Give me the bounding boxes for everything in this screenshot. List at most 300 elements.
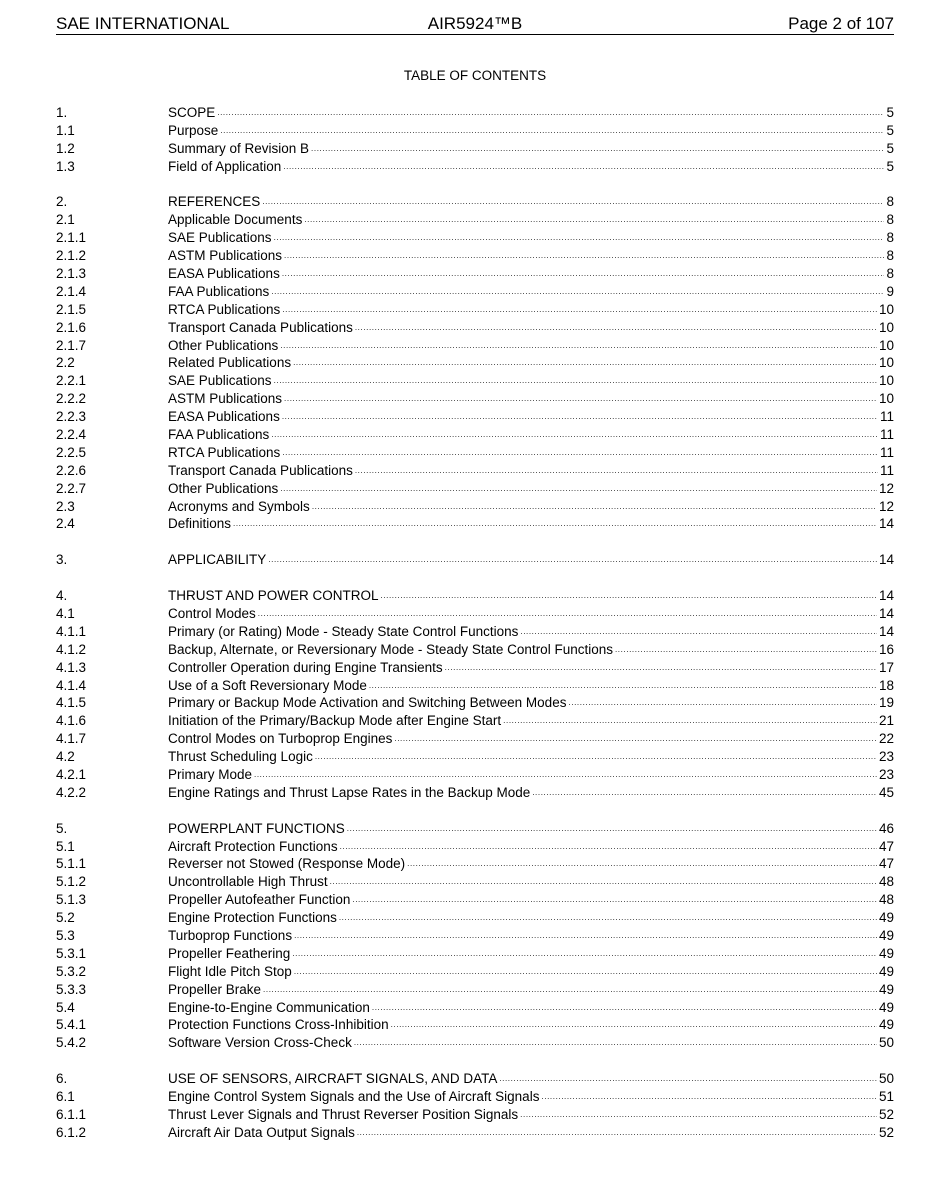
toc-entry-number: 2.1.1 (56, 230, 87, 246)
toc-entry-title: Summary of Revision B (168, 140, 310, 156)
toc-entry[interactable] (56, 659, 894, 677)
toc-entry[interactable] (56, 641, 894, 659)
toc-entry[interactable] (56, 390, 894, 408)
dot-leader (354, 1034, 877, 1052)
toc-entry-page: 49 (878, 999, 894, 1015)
toc-entry-line (168, 1016, 894, 1034)
dot-leader (369, 677, 877, 695)
dot-leader (293, 354, 877, 372)
toc-entry-page: 12 (878, 480, 894, 496)
dot-leader (271, 283, 884, 301)
toc-entry-page: 12 (878, 498, 894, 514)
toc-entry-number: 2. (56, 194, 68, 210)
toc-entry[interactable] (56, 623, 894, 641)
toc-entry-line (168, 838, 894, 856)
toc-entry[interactable] (56, 193, 894, 211)
toc-entry-title: Use of a Soft Reversionary Mode (168, 677, 367, 693)
toc-entry[interactable] (56, 1034, 894, 1052)
toc-entry[interactable] (56, 301, 894, 319)
toc-entry-number: 2.1.7 (56, 337, 87, 353)
toc-entry-title: REFERENCES (168, 194, 261, 210)
toc-entry[interactable] (56, 408, 894, 426)
dot-leader (315, 748, 877, 766)
toc-entry-title: Acronyms and Symbols (168, 498, 310, 514)
toc-entry[interactable] (56, 319, 894, 337)
toc-entry[interactable] (56, 1088, 894, 1106)
toc-entry-number: 5.1.1 (56, 856, 87, 872)
dot-leader (445, 659, 877, 677)
toc-entry-number: 4.1.1 (56, 623, 87, 639)
toc-entry-title: Reverser not Stowed (Response Mode) (168, 856, 406, 872)
toc-entry-line (168, 1070, 894, 1088)
toc-entry-title: Applicable Documents (168, 212, 303, 228)
toc-entry-line (168, 408, 894, 426)
toc-entry-page: 11 (879, 409, 894, 425)
toc-entry[interactable] (56, 372, 894, 390)
toc-entry[interactable] (56, 766, 894, 784)
toc-entry-page: 50 (878, 1035, 894, 1051)
toc-entry-number: 2.1 (56, 212, 75, 228)
toc-entry-number: 2.1.4 (56, 283, 87, 299)
toc-entry[interactable] (56, 605, 894, 623)
toc-entry[interactable] (56, 730, 894, 748)
dot-leader (220, 122, 884, 140)
dot-leader (312, 498, 877, 516)
toc-entry[interactable] (56, 855, 894, 873)
toc-entry-number: 5.3 (56, 927, 75, 943)
toc-entry-title: Propeller Brake (168, 981, 262, 997)
toc-entry-line (168, 193, 894, 211)
toc-entry-title: USE OF SENSORS, AIRCRAFT SIGNALS, AND DATA (168, 1071, 498, 1087)
toc-entry-line (168, 247, 894, 265)
toc-entry-title: Control Modes on Turboprop Engines (168, 731, 393, 747)
dot-leader (294, 963, 877, 981)
toc-entry[interactable] (56, 838, 894, 856)
dot-leader (280, 337, 877, 355)
toc-entry-title: EASA Publications (168, 409, 280, 425)
dot-leader (304, 211, 884, 229)
dot-leader (292, 945, 877, 963)
toc-entry-title: SAE Publications (168, 230, 272, 246)
toc-entry-page: 49 (878, 963, 894, 979)
toc-entry-line (168, 301, 894, 319)
dot-leader (283, 158, 884, 176)
toc-entry[interactable] (56, 498, 894, 516)
toc-entry-number: 2.2 (56, 355, 75, 371)
toc-entry-page: 52 (878, 1106, 894, 1122)
toc-entry[interactable] (56, 748, 894, 766)
toc-entry-line (168, 480, 894, 498)
toc-entry-page: 45 (878, 784, 894, 800)
toc-entry-line (168, 1124, 894, 1142)
toc-entry[interactable] (56, 515, 894, 533)
toc-entry-page: 17 (878, 659, 894, 675)
toc-entry-number: 4.1.7 (56, 731, 87, 747)
toc-entry[interactable] (56, 945, 894, 963)
dot-leader (355, 319, 877, 337)
toc-entry-page: 52 (878, 1124, 894, 1140)
toc-entry-title: Uncontrollable High Thrust (168, 874, 328, 890)
dot-leader (520, 1106, 877, 1124)
toc-entry-number: 4.1.6 (56, 713, 87, 729)
toc-entry[interactable] (56, 104, 894, 122)
toc-entry-title: RTCA Publications (168, 301, 281, 317)
table-of-contents (56, 104, 894, 1142)
dot-leader (282, 265, 885, 283)
toc-entry-page: 8 (886, 230, 894, 246)
toc-entry-number: 4.2.1 (56, 766, 87, 782)
toc-entry-number: 2.1.6 (56, 319, 87, 335)
toc-entry-title: Controller Operation during Engine Transients (168, 659, 443, 675)
toc-entry-page: 14 (878, 588, 894, 604)
toc-entry-line (168, 677, 894, 695)
toc-entry-number: 4.2 (56, 749, 75, 765)
toc-entry-title: Transport Canada Publications (168, 319, 353, 335)
toc-entry-line (168, 659, 894, 677)
toc-entry-number: 4. (56, 588, 68, 604)
toc-entry-line (168, 498, 894, 516)
dot-leader (282, 408, 878, 426)
toc-entry-number: 2.2.7 (56, 480, 87, 496)
toc-entry-number: 2.2.5 (56, 444, 87, 460)
toc-entry-line (168, 730, 894, 748)
toc-entry-title: Other Publications (168, 480, 279, 496)
toc-entry-page: 8 (886, 212, 894, 228)
dot-leader (532, 784, 877, 802)
toc-entry-line (168, 104, 894, 122)
toc-entry-number: 5.3.3 (56, 981, 87, 997)
toc-entry-page: 10 (878, 391, 894, 407)
toc-entry-title: SCOPE (168, 105, 216, 120)
toc-entry-page: 46 (878, 820, 894, 836)
dot-leader (263, 981, 877, 999)
toc-entry-title: Turboprop Functions (168, 927, 293, 943)
dot-leader (217, 104, 884, 122)
toc-entry-number: 5.3.2 (56, 963, 87, 979)
toc-entry-page: 11 (879, 462, 894, 478)
toc-entry-line (168, 855, 894, 873)
toc-entry-page: 22 (878, 731, 894, 747)
toc-entry-number: 4.1.3 (56, 659, 87, 675)
toc-entry-title: Software Version Cross-Check (168, 1035, 352, 1051)
toc-entry[interactable] (56, 999, 894, 1017)
toc-entry-number: 3. (56, 552, 68, 568)
dot-leader (520, 623, 877, 641)
toc-entry[interactable] (56, 480, 894, 498)
toc-entry-number: 2.2.2 (56, 391, 87, 407)
toc-entry-title: SAE Publications (168, 373, 272, 389)
toc-entry[interactable] (56, 909, 894, 927)
dot-leader (280, 480, 877, 498)
toc-entry-line (168, 551, 894, 569)
toc-entry-number: 4.1.2 (56, 641, 87, 657)
toc-entry-title: EASA Publications (168, 266, 280, 282)
toc-entry-number: 1.3 (56, 158, 75, 174)
toc-entry-number: 2.2.6 (56, 462, 87, 478)
toc-entry-title: ASTM Publications (168, 248, 283, 264)
toc-entry[interactable] (56, 265, 894, 283)
toc-entry-title: Primary or Backup Mode Activation and Switching Between Modes (168, 695, 567, 711)
page-header (56, 13, 894, 35)
toc-entry-title: Other Publications (168, 337, 279, 353)
toc-entry-title: ASTM Publications (168, 391, 283, 407)
toc-entry-title: Definitions (168, 516, 232, 532)
toc-entry-page: 49 (878, 981, 894, 997)
toc-entry-line (168, 122, 894, 140)
toc-entry-page: 48 (878, 874, 894, 890)
dot-leader (268, 551, 877, 569)
toc-entry-line (168, 390, 894, 408)
toc-entry-line (168, 891, 894, 909)
toc-entry[interactable] (56, 927, 894, 945)
dot-leader (330, 873, 877, 891)
toc-entry-title: Aircraft Air Data Output Signals (168, 1124, 355, 1140)
toc-entry-number: 1.1 (56, 122, 75, 138)
toc-entry-line (168, 372, 894, 390)
toc-entry-title: THRUST AND POWER CONTROL (168, 588, 379, 604)
toc-entry[interactable] (56, 122, 894, 140)
toc-entry-page: 51 (878, 1088, 894, 1104)
toc-entry-line (168, 265, 894, 283)
toc-entry-number: 4.1 (56, 605, 75, 621)
toc-entry-title: Control Modes (168, 605, 256, 621)
toc-entry-page: 14 (878, 605, 894, 621)
toc-entry-page: 11 (879, 444, 894, 460)
dot-leader (284, 390, 877, 408)
toc-entry-line (168, 873, 894, 891)
toc-entry-title: Thrust Lever Signals and Thrust Reverser Position Signals (168, 1106, 519, 1122)
dot-leader (503, 712, 877, 730)
dot-leader (541, 1088, 877, 1106)
toc-entry-page: 10 (878, 301, 894, 317)
toc-entry-number: 4.1.4 (56, 677, 87, 693)
toc-entry-line (168, 587, 894, 605)
toc-entry-line (168, 748, 894, 766)
toc-entry-number: 2.2.4 (56, 427, 87, 443)
toc-entry[interactable] (56, 981, 894, 999)
toc-entry-title: Engine Ratings and Thrust Lapse Rates in the Backup Mode (168, 784, 531, 800)
toc-entry[interactable] (56, 694, 894, 712)
toc-entry-title: Protection Functions Cross-Inhibition (168, 1017, 389, 1033)
toc-entry-page: 5 (886, 122, 894, 138)
toc-entry-line (168, 337, 894, 355)
dot-leader (294, 927, 877, 945)
toc-entry[interactable] (56, 820, 894, 838)
toc-entry-page: 8 (886, 194, 894, 210)
dot-leader (568, 694, 877, 712)
toc-entry-title: Engine Control System Signals and the Use of Aircraft Signals (168, 1088, 540, 1104)
toc-entry-line (168, 820, 894, 838)
toc-entry-number: 5.3.1 (56, 945, 87, 961)
toc-entry-number: 4.2.2 (56, 784, 87, 800)
toc-entry[interactable] (56, 784, 894, 802)
toc-entry[interactable] (56, 354, 894, 372)
toc-entry-line (168, 1088, 894, 1106)
dot-leader (282, 301, 877, 319)
toc-entry-title: APPLICABILITY (168, 552, 267, 568)
toc-entry-title: RTCA Publications (168, 444, 281, 460)
toc-entry[interactable] (56, 211, 894, 229)
toc-entry-line (168, 158, 894, 176)
toc-entry[interactable] (56, 337, 894, 355)
toc-entry-number: 5.4.1 (56, 1017, 87, 1033)
toc-entry-title: Propeller Autofeather Function (168, 892, 351, 908)
toc-entry-page: 8 (886, 248, 894, 264)
toc-entry-page: 8 (886, 266, 894, 282)
dot-leader (258, 605, 877, 623)
toc-entry-line (168, 999, 894, 1017)
toc-entry-page: 11 (879, 427, 894, 443)
toc-entry-title: Primary Mode (168, 766, 253, 782)
toc-entry-number: 1.2 (56, 140, 75, 156)
toc-entry-number: 6. (56, 1071, 68, 1087)
toc-entry-title: Propeller Feathering (168, 945, 291, 961)
toc-entry-page: 50 (878, 1071, 894, 1087)
toc-entry-page: 10 (878, 337, 894, 353)
toc-entry-number: 5.1 (56, 838, 75, 854)
toc-entry[interactable] (56, 587, 894, 605)
toc-entry-page: 9 (886, 283, 894, 299)
toc-entry-page: 47 (878, 838, 894, 854)
toc-entry-number: 5.4 (56, 999, 75, 1015)
toc-entry-number: 2.2.3 (56, 409, 87, 425)
toc-entry-line (168, 283, 894, 301)
toc-entry-number: 1. (56, 105, 68, 120)
dot-leader (352, 891, 877, 909)
toc-entry-line (168, 140, 894, 158)
toc-entry-line (168, 927, 894, 945)
toc-entry-page: 48 (878, 892, 894, 908)
toc-entry-page: 10 (878, 373, 894, 389)
toc-entry-line (168, 981, 894, 999)
toc-entry-title: POWERPLANT FUNCTIONS (168, 820, 345, 836)
toc-entry-page: 19 (878, 695, 894, 711)
toc-entry[interactable] (56, 283, 894, 301)
toc-entry-number: 2.3 (56, 498, 75, 514)
toc-entry-line (168, 605, 894, 623)
header-organization: SAE INTERNATIONAL (56, 14, 230, 33)
dot-leader (381, 587, 877, 605)
dot-leader (499, 1070, 877, 1088)
toc-entry[interactable] (56, 140, 894, 158)
toc-entry-number: 4.1.5 (56, 695, 87, 711)
toc-entry-page: 49 (878, 945, 894, 961)
toc-entry[interactable] (56, 1016, 894, 1034)
toc-entry[interactable] (56, 444, 894, 462)
toc-entry-title: Backup, Alternate, or Reversionary Mode - Steady State Control Functions (168, 641, 613, 657)
toc-entry-line (168, 354, 894, 372)
toc-entry[interactable] (56, 158, 894, 176)
toc-entry-line (168, 319, 894, 337)
toc-entry-number: 5.1.2 (56, 874, 87, 890)
toc-entry-title: Engine-to-Engine Communication (168, 999, 370, 1015)
dot-leader (347, 820, 877, 838)
toc-entry[interactable] (56, 229, 894, 247)
toc-entry[interactable] (56, 712, 894, 730)
toc-entry-line (168, 712, 894, 730)
toc-entry[interactable] (56, 1070, 894, 1088)
toc-entry-number: 6.1.2 (56, 1124, 87, 1140)
toc-entry-title: Related Publications (168, 355, 292, 371)
toc-entry-page: 10 (878, 319, 894, 335)
header-document-id: AIR5924™B (427, 14, 523, 33)
toc-entry[interactable] (56, 891, 894, 909)
toc-entry-number: 2.1.2 (56, 248, 87, 264)
toc-heading: TABLE OF CONTENTS (403, 68, 547, 83)
dot-leader (254, 766, 877, 784)
toc-entry-page: 5 (886, 140, 894, 156)
toc-entry-page: 16 (878, 641, 894, 657)
toc-entry-number: 2.1.3 (56, 266, 87, 282)
dot-leader (274, 229, 885, 247)
toc-entry-page: 21 (878, 713, 894, 729)
toc-entry-title: Transport Canada Publications (168, 462, 353, 478)
toc-entry[interactable] (56, 462, 894, 480)
toc-entry-page: 5 (886, 158, 894, 174)
toc-entry-title: Flight Idle Pitch Stop (168, 963, 292, 979)
toc-entry[interactable] (56, 1124, 894, 1142)
dot-leader (284, 247, 884, 265)
dot-leader (282, 444, 878, 462)
toc-entry-line (168, 784, 894, 802)
toc-entry-line (168, 641, 894, 659)
toc-entry-line (168, 909, 894, 927)
toc-entry-line (168, 766, 894, 784)
toc-entry-line (168, 1106, 894, 1124)
toc-entry-page: 10 (878, 355, 894, 371)
toc-entry-number: 2.2.1 (56, 373, 87, 389)
toc-entry-page: 14 (878, 516, 894, 532)
dot-leader (357, 1124, 877, 1142)
toc-entry-page: 5 (886, 105, 894, 120)
toc-entry-page: 47 (878, 856, 894, 872)
toc-entry[interactable] (56, 677, 894, 695)
dot-leader (391, 1016, 877, 1034)
toc-entry-title: Primary (or Rating) Mode - Steady State Control Functions (168, 623, 519, 639)
toc-entry[interactable] (56, 963, 894, 981)
dot-leader (407, 855, 877, 873)
toc-entry-page: 49 (878, 910, 894, 926)
toc-entry-title: FAA Publications (168, 283, 270, 299)
toc-entry-title: Thrust Scheduling Logic (168, 749, 313, 765)
toc-entry-line (168, 945, 894, 963)
toc-entry-page: 23 (878, 766, 894, 782)
toc-entry-page: 14 (878, 552, 894, 568)
dot-leader (271, 426, 878, 444)
toc-entry[interactable] (56, 873, 894, 891)
toc-entry-title: Aircraft Protection Functions (168, 838, 338, 854)
toc-entry[interactable] (56, 247, 894, 265)
toc-entry-page: 49 (878, 927, 894, 943)
toc-entry-number: 5. (56, 820, 68, 836)
toc-entry-line (168, 444, 894, 462)
toc-entry-title: Initiation of the Primary/Backup Mode after Engine Start (168, 713, 502, 729)
toc-entry-title: Engine Protection Functions (168, 910, 337, 926)
toc-entry-page: 23 (878, 749, 894, 765)
toc-entry-number: 5.4.2 (56, 1035, 87, 1051)
dot-leader (339, 909, 877, 927)
dot-leader (394, 730, 877, 748)
toc-entry[interactable] (56, 1106, 894, 1124)
toc-entry-page: 49 (878, 1017, 894, 1033)
toc-entry-line (168, 462, 894, 480)
toc-entry[interactable] (56, 426, 894, 444)
toc-entry-line (168, 963, 894, 981)
header-page-number: Page 2 of 107 (788, 14, 894, 33)
toc-entry[interactable] (56, 551, 894, 569)
dot-leader (355, 462, 878, 480)
toc-entry-number: 6.1.1 (56, 1106, 87, 1122)
